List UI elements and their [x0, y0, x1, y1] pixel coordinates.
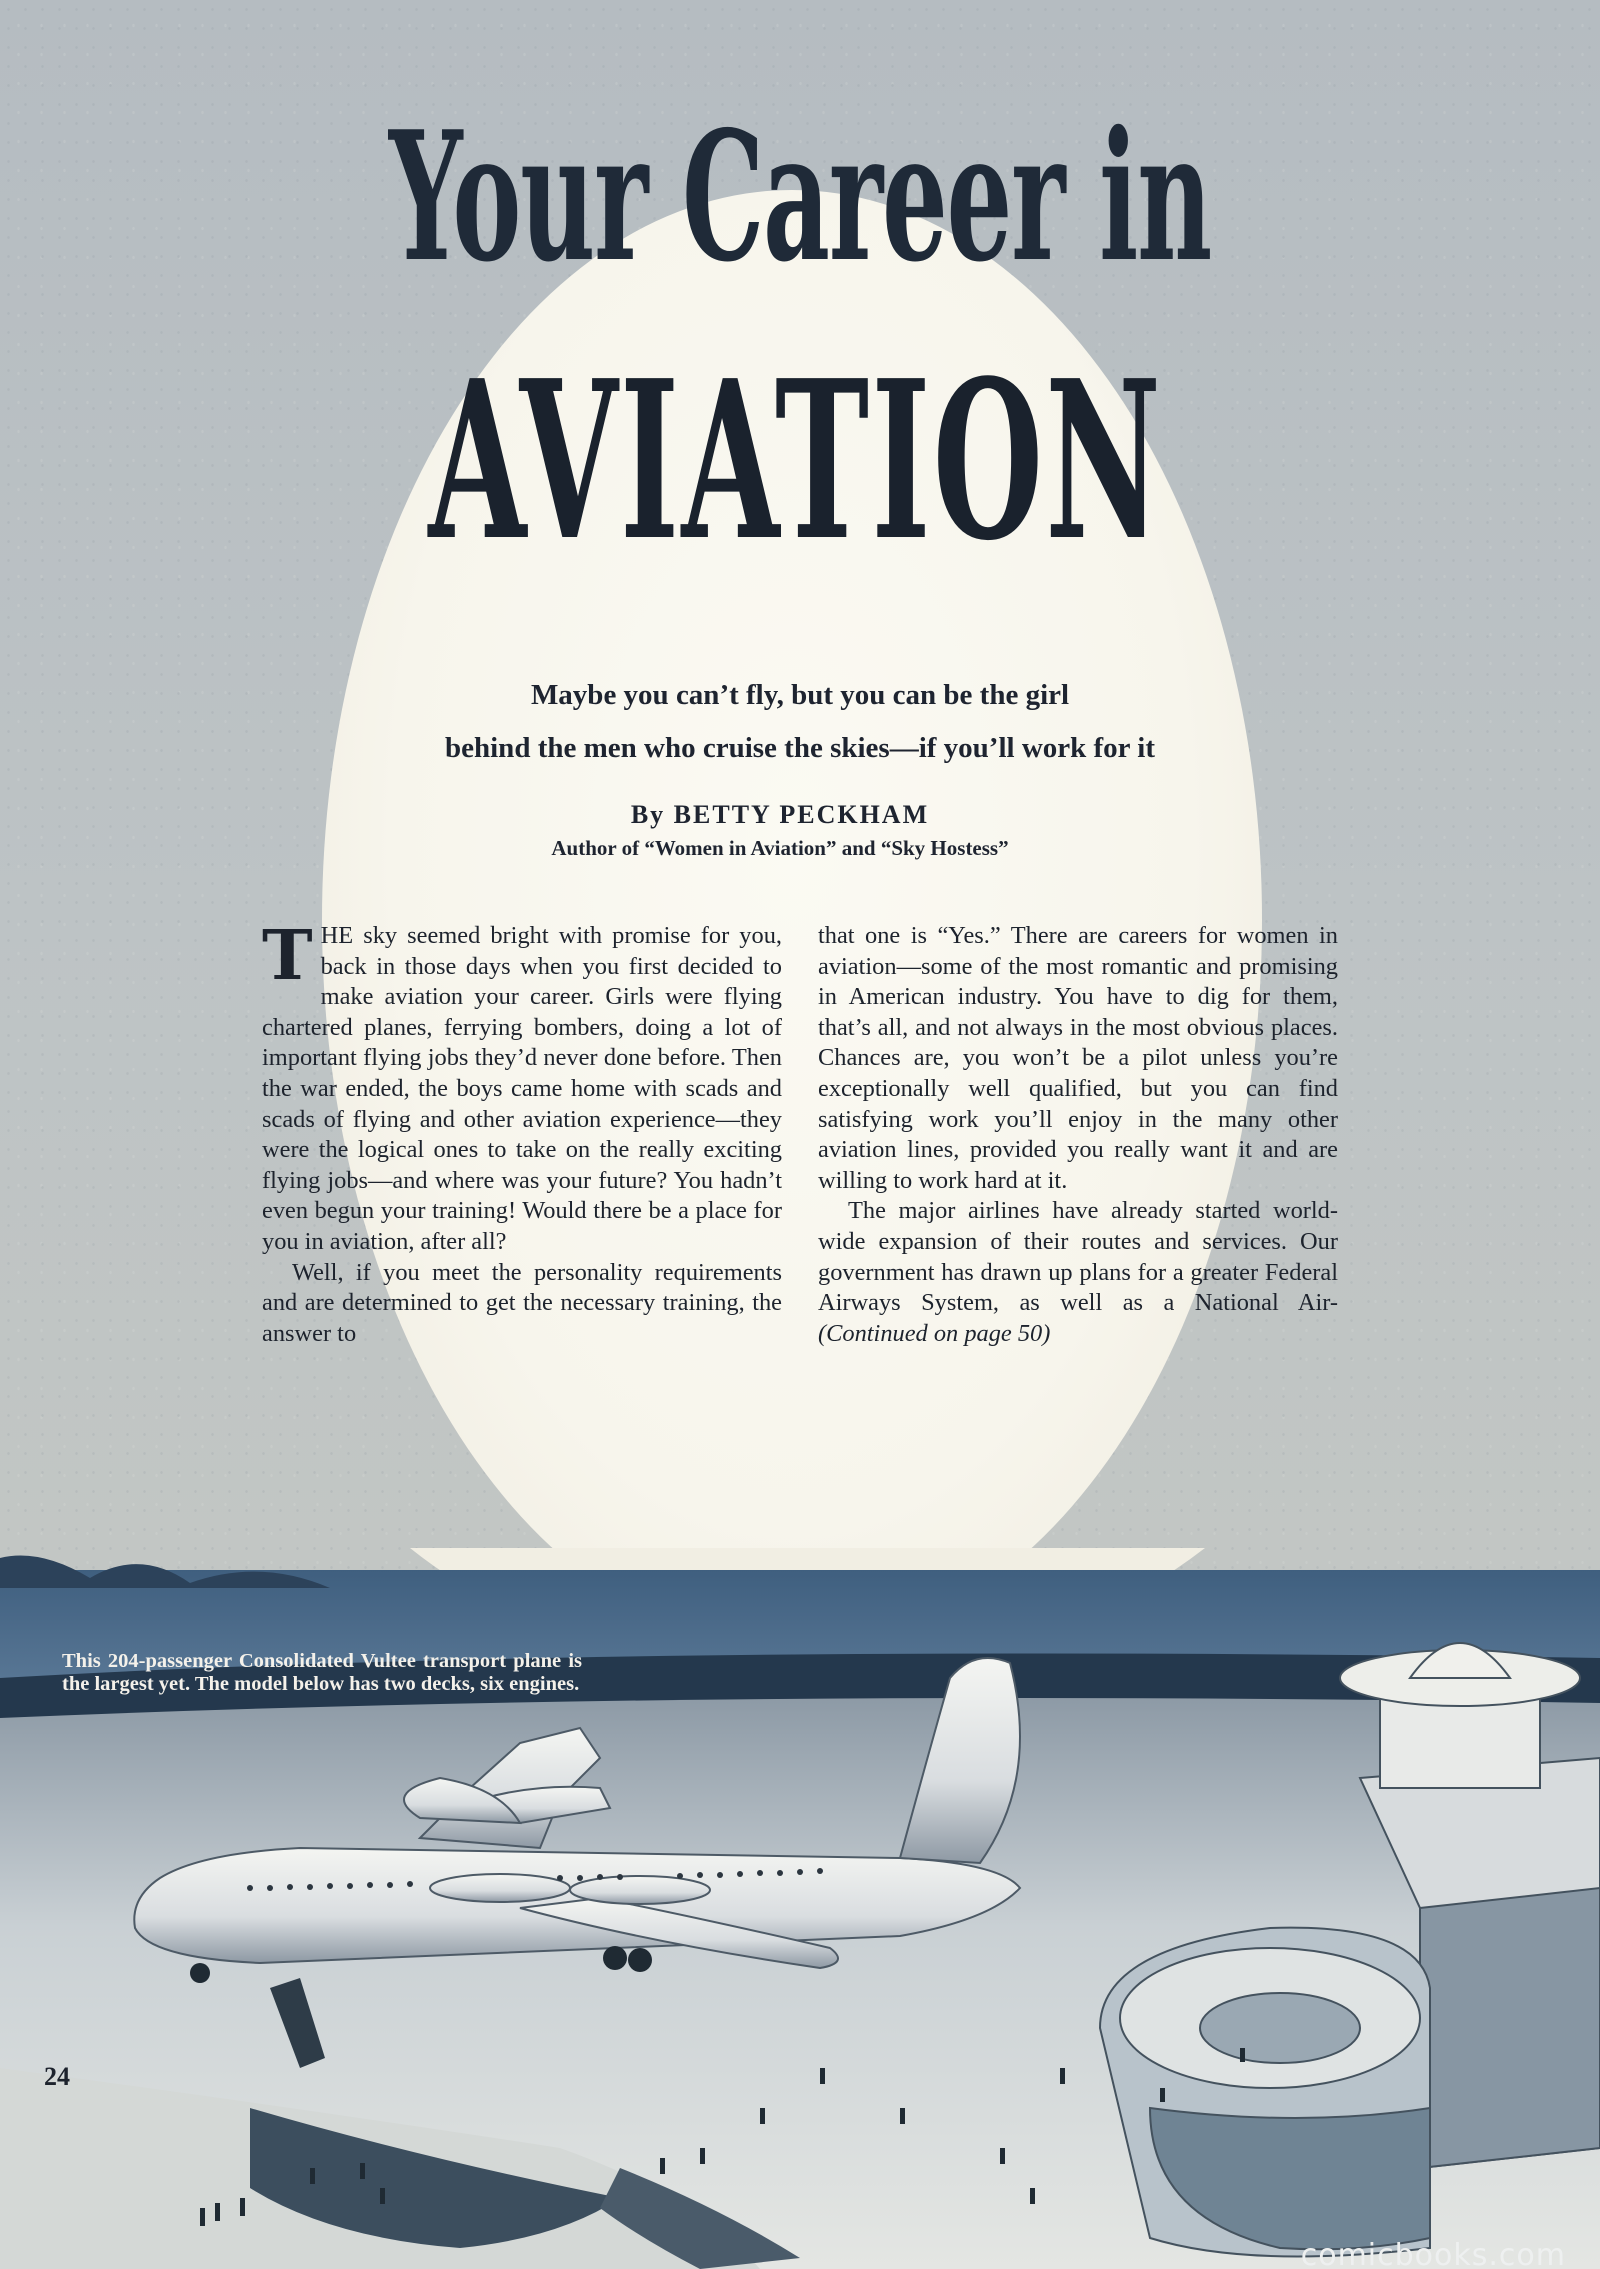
deck-line-1: Maybe you can’t fly, but you can be the girl [530, 679, 1070, 711]
watermark: comicbooks.com [1300, 2238, 1566, 2269]
paragraph-text: The major airlines have already started world-wide expansion of their routes and services. Our government has drawn up plans for a greater Federal Airways System, as well as a National Air- [818, 1197, 1338, 1317]
continued-note: (Continued on page 50) [818, 1319, 1051, 1347]
article-column-2 [818, 921, 1338, 1349]
title-line-2: AVIATION [428, 333, 1164, 589]
page-number: 24 [44, 2062, 70, 2091]
author-note: Author of “Women in Aviation” and “Sky Hostess” [551, 836, 1009, 860]
photo-caption: This 204-passenger Consolidated Vultee transport plane is the largest yet. The model below has two decks, six engines. [62, 1650, 582, 1695]
title-line-1: Your Career in [388, 92, 1212, 301]
article-column-1 [262, 916, 782, 1349]
paragraph: that one is “Yes.” There are careers for women in aviation—some of the most romantic and promising in American industry. You have to dig for them, that’s all, and not always in the most obvious places. Chances are, you won’t be a pilot unless you’re exceptionally well qualified, but you can find satisfying work you’ll enjoy in the many other aviation lines, provided you really want it and are willing to work hard at it. [818, 922, 1338, 1194]
deck-line-2: behind the men who cruise the skies—if you’ll work for it [445, 732, 1155, 764]
byline: By BETTY PECKHAM [630, 800, 930, 829]
paragraph: Well, if you meet the personality requirements and are determined to get the necessary training, the answer to [262, 1258, 782, 1347]
paragraph [818, 1196, 1338, 1349]
paragraph-text: HE sky seemed bright with promise for you, back in those days when you first decided to make aviation your career. Girls were flying chartered planes, ferrying bombers, doing a lot of important flying jobs they’d never done before. Then the war ended, the boys came home with scads and scads of flying and other aviation experience—they were the logical ones to take on the really exciting flying jobs—and where was your future? You hadn’t even begun your training! Would there be a place for you in aviation, after all? [262, 922, 782, 1255]
drop-cap: T [262, 916, 313, 996]
paragraph [262, 916, 782, 1258]
